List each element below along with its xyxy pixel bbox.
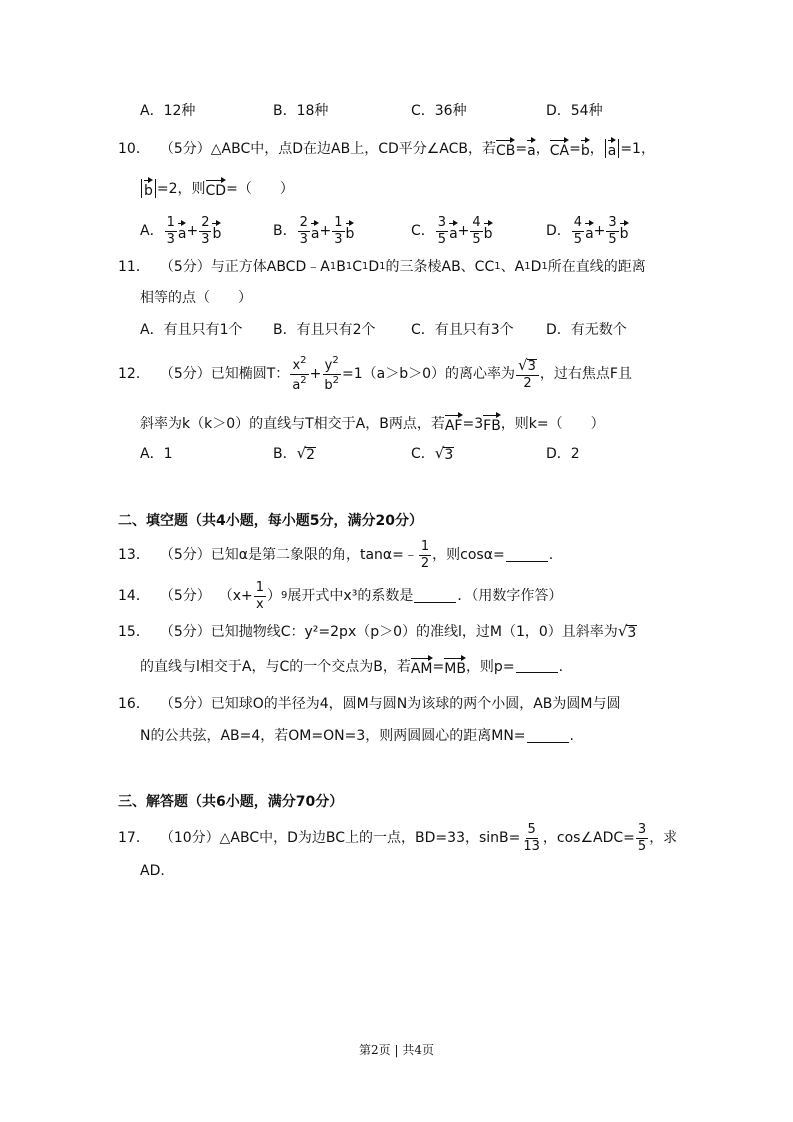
equals-sign: = [432, 658, 445, 675]
subscript: 1 [329, 261, 337, 272]
question-score: （5分） [159, 547, 211, 564]
sqrt: √ 2 [296, 444, 316, 463]
q9-option-b[interactable]: B．18种 [273, 103, 329, 119]
question-number: 12． [118, 366, 150, 383]
q12-option-c[interactable]: C． √ 3 [411, 444, 454, 463]
plus-sign: + [457, 223, 470, 240]
period: . [569, 728, 574, 744]
plus-sign: + [593, 223, 606, 240]
fraction: $\frac{2}{3}$ [201, 215, 210, 247]
q10-option-c[interactable]: C． $\frac{3}{5}$ a + $\frac{4}{5}$ b [411, 215, 493, 247]
q17-stem-line2 [140, 864, 165, 878]
question-text: 展开式中x³的系数是 [287, 588, 414, 605]
fraction: $\frac{4}{5}$ [573, 215, 583, 247]
period: . [548, 547, 554, 564]
answer-blank[interactable] [527, 730, 569, 743]
question-text: D [368, 259, 380, 275]
answer-blank[interactable] [414, 590, 456, 603]
q12-stem-line2 [140, 414, 605, 433]
section-title-solutions: 三、解答题（共6小题，满分70分） [118, 794, 344, 810]
superscript: 9 [281, 590, 288, 602]
q10-option-b[interactable]: B． $\frac{2}{3}$ a + $\frac{1}{3}$ b [273, 215, 355, 247]
plus-sign: + [319, 223, 332, 240]
question-text: ） [267, 588, 282, 605]
vector-b: b [581, 139, 590, 158]
question-text: 的三条棱AB、CC [385, 259, 495, 275]
fraction: $\frac{1}{x}$ [255, 580, 265, 612]
subscript: 1 [361, 261, 369, 272]
q12-option-b[interactable]: B． √ 2 [273, 444, 316, 463]
fraction: $\frac{1}{3}$ [334, 215, 343, 247]
q9-option-a[interactable]: A．12种 [140, 103, 196, 119]
question-text: B [336, 259, 346, 275]
vector-b: b [346, 222, 355, 241]
fraction: $\frac{5}{13}$ [523, 822, 540, 854]
subscript: 1 [524, 261, 531, 272]
question-score: （5分） [159, 696, 211, 712]
vector-a: a [449, 222, 458, 241]
q9-option-d[interactable]: D．54种 [546, 103, 603, 119]
vector-cb: CB [496, 139, 515, 158]
question-score: （5分） [159, 588, 211, 605]
vector-fb: FB [483, 414, 501, 433]
question-text: ，则cosα= [432, 547, 505, 564]
q11-option-c[interactable]: C．有且只有3个 [411, 322, 514, 338]
q11-option-a[interactable]: A．有且只有1个 [140, 322, 243, 338]
question-number: 11． [118, 259, 150, 275]
question-text: 所在直线的距离 [547, 259, 646, 275]
q13-stem [118, 540, 553, 570]
question-text: ，求 [649, 830, 678, 847]
vector-ca: CA [550, 139, 569, 158]
abs-vector-b [141, 179, 156, 198]
question-text: ，则k=（ ） [500, 415, 605, 432]
subscript: 1 [345, 261, 353, 272]
question-text: （x+ [218, 588, 253, 605]
answer-blank[interactable] [516, 660, 558, 673]
vector-a: a [527, 139, 536, 158]
vector-am: AM [411, 657, 433, 676]
q16-stem-line1 [118, 697, 621, 711]
subscript: 1 [541, 261, 548, 272]
question-text: 已知椭圆T： [210, 366, 290, 383]
answer-blank[interactable] [506, 549, 548, 562]
question-text: △ABC中，点D在边AB上，CD平分∠ACB，若 [210, 140, 497, 157]
vector-b: b [620, 222, 629, 241]
question-number: 17． [118, 830, 150, 847]
question-text: =3 [462, 415, 484, 432]
q11-stem-line1 [118, 260, 646, 274]
vector-b: b [212, 222, 221, 241]
q10-option-a[interactable]: A． $\frac{1}{3}$ a + $\frac{2}{3}$ b [140, 215, 222, 247]
question-score: （5分） [159, 259, 211, 275]
question-text: AD. [140, 863, 165, 879]
sqrt: √ 3 [434, 444, 454, 463]
q9-option-c[interactable]: C．36种 [411, 103, 467, 119]
q15-stem-line2 [140, 657, 563, 676]
question-number: 10． [118, 140, 150, 157]
page-footer: 第2页 | 共4页 [359, 1043, 434, 1057]
question-number: 13． [118, 547, 150, 564]
fraction-sqrt3-2: √ 3 2 [516, 358, 539, 390]
question-text: =（ ） [226, 180, 294, 197]
question-text: ，过右焦点F且 [539, 366, 632, 383]
question-text: =1（a＞b＞0）的离心率为 [342, 366, 516, 383]
equals-sign: = [569, 140, 581, 157]
vector-a: a [585, 222, 594, 241]
question-text: 相等的点（ ） [140, 290, 252, 306]
question-text: 已知抛物线C：y²=2px（p＞0）的准线l，过M（1，0）且斜率为 [210, 624, 618, 641]
q10-stem-line2 [140, 179, 294, 198]
q11-stem-line2 [140, 291, 252, 305]
vector-b: b [484, 222, 493, 241]
question-text: △ABC中，D为边BC上的一点，BD=33，sinB= [219, 830, 521, 847]
fraction: $\frac{2}{3}$ [299, 215, 308, 247]
vector-mb: MB [444, 657, 466, 676]
fraction-x2-a2: $\frac{x^2}{a^2}$ [292, 355, 307, 393]
q12-option-d[interactable]: D．2 [546, 446, 580, 462]
question-score: （10分） [159, 830, 220, 847]
section-title-fill-in: 二、填空题（共4小题，每小题5分，满分20分） [118, 513, 423, 529]
q15-stem-line1 [118, 624, 637, 641]
fraction: $\frac{3}{5}$ [608, 215, 617, 247]
fraction: $\frac{3}{5}$ [437, 215, 447, 247]
question-text: 已知α是第二象限的角，tanα=﹣ [210, 547, 418, 564]
q10-option-d[interactable]: D． $\frac{4}{5}$ a + $\frac{3}{5}$ b [546, 215, 629, 247]
question-text: 已知球O的半径为4，圆M与圆N为该球的两个小圆，AB为圆M与圆 [210, 696, 621, 712]
subscript: 1 [494, 261, 501, 272]
q17-stem-line1 [118, 823, 677, 853]
comma: ， [589, 140, 604, 157]
question-text: ．（用数字作答） [457, 588, 563, 605]
vector-b: b [144, 179, 153, 198]
q11-option-d[interactable]: D．有无数个 [546, 322, 627, 338]
question-text: D [530, 259, 542, 275]
fraction-y2-b2: $\frac{y^2}{b^2}$ [324, 355, 340, 393]
q12-option-a[interactable]: A．1 [140, 446, 173, 462]
question-text: 的直线与l相交于A，与C的一个交点为B，若 [140, 658, 411, 675]
question-number: 15． [118, 624, 150, 641]
subscript: 1 [379, 261, 386, 272]
vector-a: a [608, 139, 617, 158]
question-score: （5分） [159, 624, 211, 641]
q12-stem-line1 [118, 356, 632, 392]
question-text: C [352, 259, 362, 275]
vector-cd: CD [206, 179, 227, 198]
plus-sign: + [186, 223, 199, 240]
question-score: （5分） [159, 140, 211, 157]
vector-a: a [311, 222, 320, 241]
question-number: 16． [118, 696, 150, 712]
question-text: N的公共弦，AB=4，若OM=ON=3，则两圆圆心的距离MN= [140, 728, 526, 744]
abs-vector-a [605, 139, 620, 158]
vector-a: a [178, 222, 187, 241]
question-text: ，则p= [465, 658, 515, 675]
question-text: 、A [500, 259, 525, 275]
fraction: $\frac{3}{5}$ [637, 822, 647, 854]
vector-af: AF [445, 414, 463, 433]
question-text: =2，则 [156, 180, 206, 197]
question-text: ，cos∠ADC= [542, 830, 635, 847]
question-number: 14． [118, 588, 150, 605]
question-score: （5分） [159, 366, 211, 383]
sqrt: √ 3 [617, 622, 637, 641]
equals-sign: = [515, 140, 528, 157]
question-text: 与正方体ABCD﹣A [210, 259, 330, 275]
q16-stem-line2 [140, 729, 574, 743]
period: . [558, 658, 564, 675]
question-text: =1， [620, 140, 655, 157]
fraction: $\frac{4}{5}$ [472, 215, 481, 247]
q10-stem-line1 [118, 139, 655, 158]
question-text: 斜率为k（k＞0）的直线与T相交于A，B两点，若 [140, 415, 445, 432]
comma: ， [535, 140, 550, 157]
fraction: $\frac{1}{3}$ [166, 215, 175, 247]
plus-sign: + [309, 366, 322, 383]
fraction: $\frac{1}{2}$ [420, 539, 430, 571]
q11-option-b[interactable]: B．有且只有2个 [273, 322, 376, 338]
q14-stem [118, 581, 562, 611]
